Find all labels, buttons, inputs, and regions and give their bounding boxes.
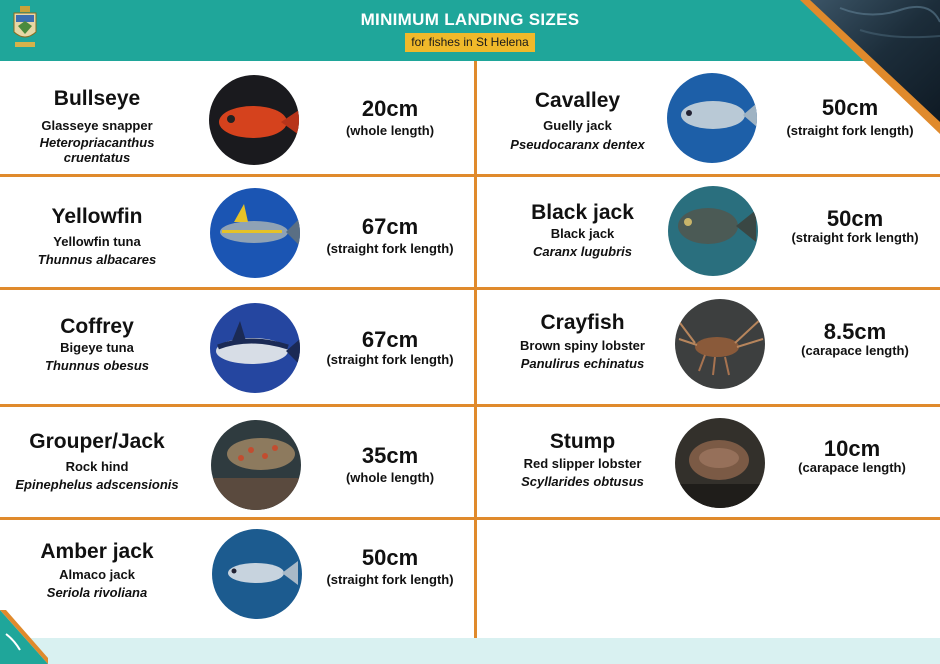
- species-scientific-name: Heteropriacanthus cruentatus: [39, 135, 155, 165]
- red-fish-photo: [209, 75, 299, 165]
- footer-bar: [0, 638, 940, 664]
- minimum-size: 50cm: [821, 95, 879, 120]
- row-divider: [0, 517, 940, 520]
- row-divider: [0, 287, 940, 290]
- species-name: Yellowfin: [51, 205, 143, 228]
- species-name: Coffrey: [60, 315, 134, 338]
- species-common-name: Black jack: [550, 226, 615, 241]
- species-common-name: Almaco jack: [59, 567, 135, 582]
- header-banner: [0, 0, 940, 61]
- species-common-name: Rock hind: [65, 459, 129, 474]
- measurement-type: (straight fork length): [791, 230, 919, 245]
- minimum-size: 67cm: [361, 327, 419, 352]
- measurement-type: (straight fork length): [786, 123, 914, 138]
- species-name: Cavalley: [534, 89, 621, 112]
- bigeye-tuna-photo: [210, 303, 300, 393]
- yellowfin-tuna-photo: [210, 188, 300, 278]
- species-common-name: Bigeye tuna: [60, 340, 134, 355]
- species-scientific-name: Thunnus obesus: [45, 358, 149, 373]
- minimum-size: 50cm: [826, 206, 884, 231]
- species-common-name: Red slipper lobster: [523, 456, 642, 471]
- page-title: MINIMUM LANDING SIZES: [360, 10, 580, 29]
- species-scientific-name: Panulirus echinatus: [520, 356, 645, 371]
- species-name: Black jack: [531, 201, 634, 224]
- species-scientific-name: Epinephelus adscensionis: [15, 477, 179, 492]
- species-name: Amber jack: [40, 540, 154, 563]
- row-divider: [0, 404, 940, 407]
- measurement-type: (carapace length): [801, 343, 909, 358]
- species-name: Crayfish: [540, 311, 625, 334]
- page-subtitle: for fishes in St Helena: [405, 33, 534, 52]
- species-name: Bullseye: [53, 87, 141, 110]
- measurement-type: (straight fork length): [326, 352, 454, 367]
- measurement-type: (whole length): [345, 123, 435, 138]
- species-scientific-name: Scyllarides obtusus: [521, 474, 644, 489]
- minimum-size: 67cm: [361, 214, 419, 239]
- species-scientific-name: Caranx lugubris: [533, 244, 632, 259]
- rock-hind-photo: [211, 420, 301, 510]
- minimum-size: 10cm: [823, 436, 881, 461]
- species-scientific-name: Thunnus albacares: [37, 252, 157, 267]
- dark-jack-photo: [668, 186, 758, 276]
- measurement-type: (straight fork length): [326, 572, 454, 587]
- row-divider: [0, 174, 940, 177]
- measurement-type: (straight fork length): [326, 241, 454, 256]
- species-name: Stump: [549, 430, 616, 453]
- minimum-size: 50cm: [361, 545, 419, 570]
- species-common-name: Brown spiny lobster: [520, 338, 645, 353]
- measurement-type: (whole length): [345, 470, 435, 485]
- minimum-size: 8.5cm: [823, 319, 887, 344]
- column-divider: [474, 61, 477, 638]
- almaco-jack-photo: [212, 529, 302, 619]
- species-common-name: Guelly jack: [543, 118, 612, 133]
- minimum-size: 20cm: [361, 96, 419, 121]
- species-name: Grouper/Jack: [29, 430, 165, 453]
- fish-logo-icon: [0, 610, 48, 664]
- species-common-name: Yellowfin tuna: [53, 234, 141, 249]
- species-scientific-name: Pseudocaranx dentex: [510, 137, 645, 152]
- slipper-lobster-photo: [675, 418, 765, 508]
- measurement-type: (carapace length): [798, 460, 906, 475]
- spiny-lobster-photo: [675, 299, 765, 389]
- silver-jack-photo: [667, 73, 757, 163]
- species-common-name: Glasseye snapper: [41, 118, 153, 133]
- species-scientific-name: Seriola rivoliana: [46, 585, 148, 600]
- minimum-size: 35cm: [361, 443, 419, 468]
